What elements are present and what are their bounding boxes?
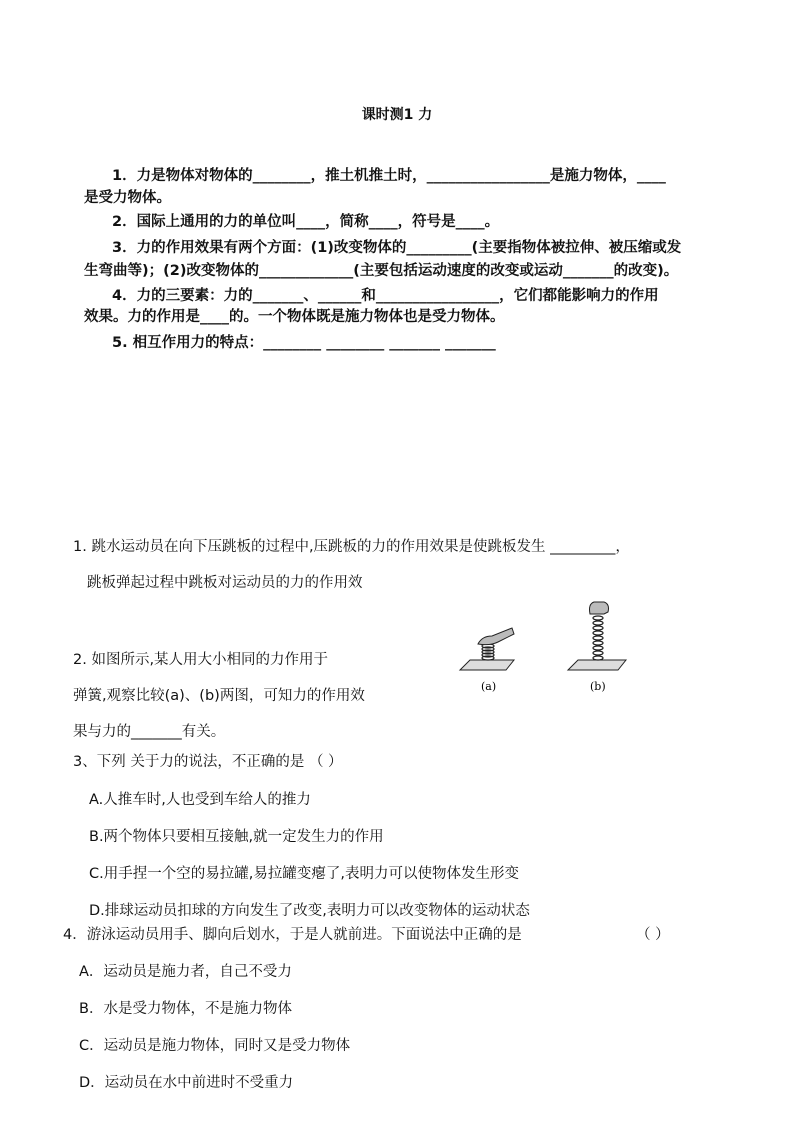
fill-q2: 2．国际上通用的力的单位叫____，简称____，符号是____。 (112, 214, 500, 230)
practice-q3-option-d: D.排球运动员扣球的方向发生了改变,表明力可以改变物体的运动状态 (89, 903, 530, 919)
practice-q2-line1: 2. 如图所示,某人用大小相同的力作用于 (73, 652, 329, 668)
hand-pulling-icon (590, 602, 609, 614)
practice-q4-stem: 4．游泳运动员用手、脚向后划水，于是人就前进。下面说法中正确的是 (63, 927, 522, 943)
practice-q3-option-a: A.人推车时,人也受到车给人的推力 (89, 792, 311, 808)
label-a: (a) (481, 680, 497, 693)
fill-q1-line1: 1．力是物体对物体的________，推土机推土时，_________________是施力物体，____ (112, 168, 666, 184)
practice-q2-line3: 果与力的_______有关。 (73, 724, 226, 740)
practice-q4-option-d: D．运动员在水中前进时不受重力 (79, 1075, 294, 1091)
spring-stretched (593, 616, 603, 660)
fill-q1-line2: 是受力物体。 (84, 190, 171, 206)
practice-q2-line2: 弹簧,观察比较(a)、(b)两图，可知力的作用效 (73, 688, 365, 704)
base-plate-b (568, 660, 626, 670)
fill-q3-line2: 生弯曲等)；(2)改变物体的_____________(主要包括运动速度的改变或运动_______的改变)。 (84, 263, 679, 279)
spring-compressed (482, 644, 494, 660)
fill-q4-line1: 4．力的三要素：力的_______、______和_________________，它们都能影响力的作用 (112, 288, 659, 304)
spring-figure (448, 598, 638, 698)
practice-q3-option-b: B.两个物体只要相互接触,就一定发生力的作用 (89, 829, 384, 845)
practice-q4-option-b: B．水是受力物体，不是施力物体 (79, 1001, 292, 1017)
label-b: (b) (590, 680, 606, 693)
practice-q4-option-a: A．运动员是施力者，自己不受力 (79, 964, 292, 980)
practice-q1-line1: 1. 跳水运动员在向下压跳板的过程中,压跳板的力的作用效果是使跳板发生 _________， (73, 539, 630, 555)
practice-q4-option-c: C．运动员是施力物体，同时又是受力物体 (79, 1038, 351, 1054)
practice-q4-answer-paren: （ ） (636, 927, 670, 943)
spring-illustration (448, 598, 638, 698)
practice-q3-stem: 3、下列 关于力的说法，不正确的是 （ ） (73, 754, 343, 770)
practice-q1-line2: 跳板弹起过程中跳板对运动员的力的作用效 (87, 575, 363, 591)
fill-q5: 5. 相互作用力的特点：________ ________ _______ _______ (112, 335, 496, 351)
page-title: 课时测1 力 (361, 107, 433, 123)
fill-q3-line1: 3．力的作用效果有两个方面：(1)改变物体的_________(主要指物体被拉伸、被压缩或发 (112, 240, 682, 256)
practice-q3-option-c: C.用手捏一个空的易拉罐,易拉罐变瘪了,表明力可以使物体发生形变 (89, 866, 519, 882)
fill-q4-line2: 效果。力的作用是____的。一个物体既是施力物体也是受力物体。 (84, 309, 505, 325)
base-plate-a (460, 660, 514, 670)
hand-pressing-icon (478, 628, 514, 645)
